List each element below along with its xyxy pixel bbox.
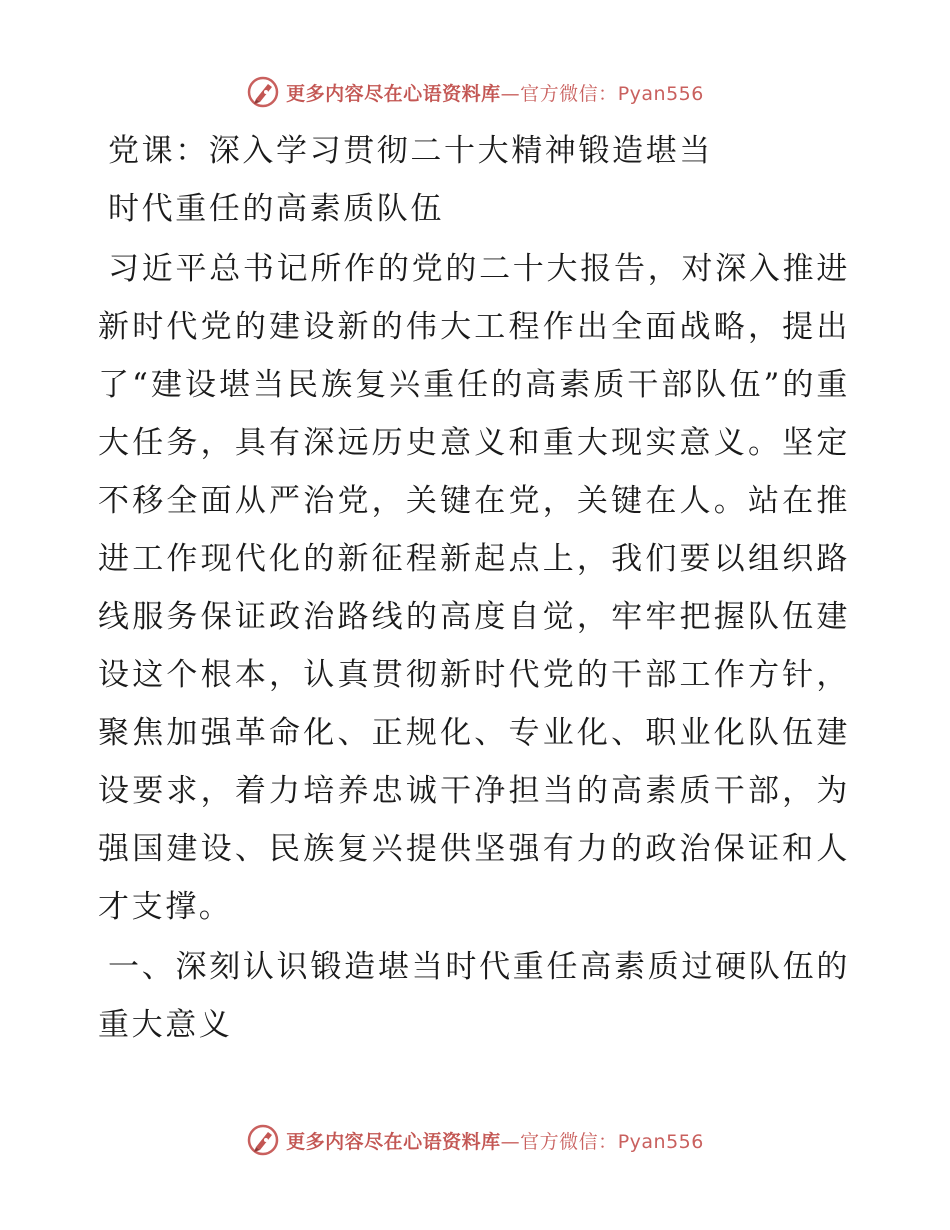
section-heading-1: 一、深刻认识锻造堪当时代重任高素质过硬队伍的重大意义	[98, 949, 850, 1043]
pen-circle-logo-icon	[246, 75, 280, 109]
watermark-text	[286, 79, 704, 106]
document-title-line-1: 党课：深入学习贯彻二十大精神锻造堪当	[108, 133, 713, 169]
watermark-footer	[0, 1120, 950, 1160]
document-body	[98, 122, 850, 1054]
watermark-header	[0, 72, 950, 112]
watermark-account: Pyan556	[617, 1130, 704, 1153]
watermark-label: 官方微信：	[520, 1130, 618, 1153]
watermark-site: 更多内容尽在心语资料库	[286, 1130, 501, 1153]
watermark-site: 更多内容尽在心语资料库	[286, 82, 501, 105]
paragraph-intro: 习近平总书记所作的党的二十大报告，对深入推进新时代党的建设新的伟大工程作出全面战略，提出了“建设堪当民族复兴重任的高素质干部队伍”的重大任务，具有深远历史意义和重大现实意义。坚定不移全面从严治党，关键在党，关键在人。站在推进工作现代化的新征程新起点上，我们要以组织路线服务保证政治路线的高度自觉，牢牢把握队伍建设这个根本，认真贯彻新时代党的干部工作方针，聚焦加强革命化、正规化、专业化、职业化队伍建设要求，着力培养忠诚干净担当的高素质干部，为强国建设、民族复兴提供坚强有力的政治保证和人才支撑。	[98, 251, 850, 925]
pen-circle-logo-icon	[246, 1123, 280, 1157]
watermark-text	[286, 1127, 704, 1154]
document-title-line-2: 时代重任的高素质队伍	[108, 191, 444, 227]
watermark-account: Pyan556	[617, 82, 704, 105]
watermark-dash: —	[500, 82, 521, 105]
watermark-label: 官方微信：	[520, 82, 618, 105]
watermark-dash: —	[500, 1130, 521, 1153]
